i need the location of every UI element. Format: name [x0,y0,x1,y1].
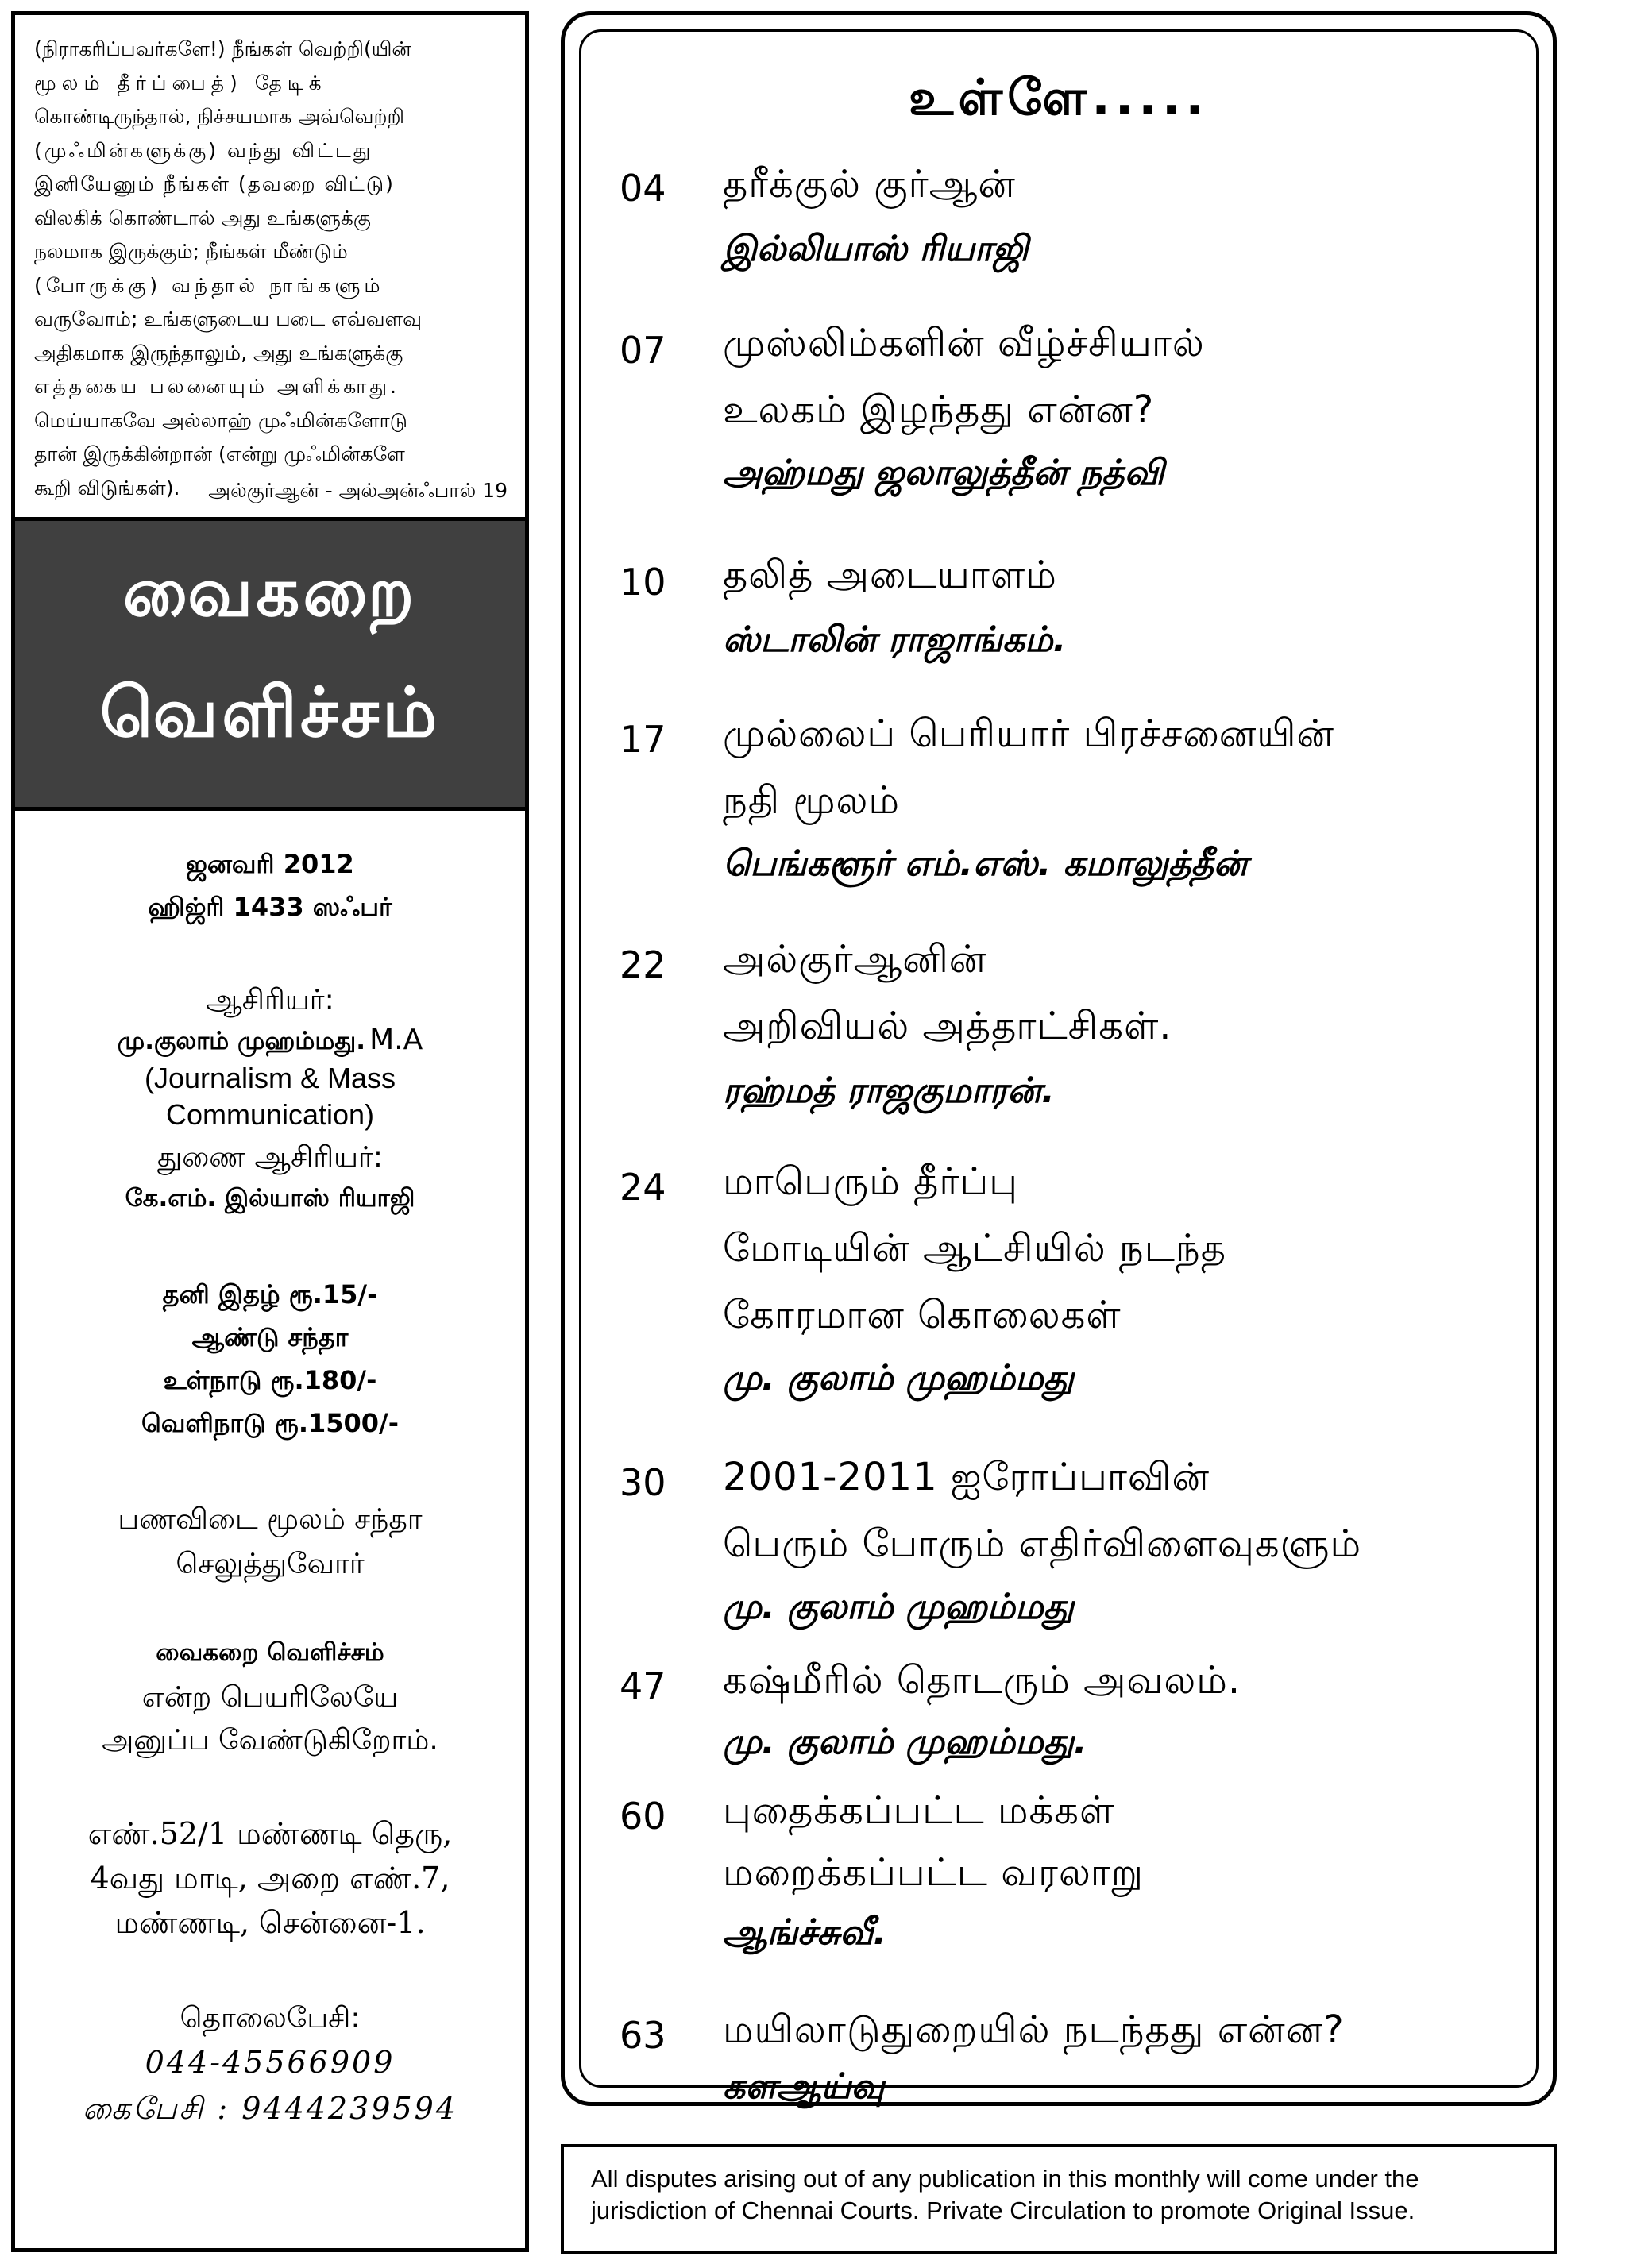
quote-line: இனியேனும் நீங்கள் (தவறை விட்டு) [34,172,395,195]
toc-article-title: கஷ்மீரில் தொடரும் அவலம். [723,1658,1241,1703]
quote-line: கூறி விடுங்கள்). [34,476,180,499]
quran-quote [15,15,525,514]
toc-article-title: தரீக்குல் குர்ஆன் [723,162,1016,206]
toc-author: களஆய்வு [723,2066,885,2107]
toc-author: அஹ்மது ஜலாலுத்தீன் நத்வி [723,453,1164,493]
hijri-date: ஹிஜ்ரி 1433 ஸஃபர் [148,892,392,922]
toc-article-title: முஸ்லிம்களின் வீழ்ச்சியால் [723,321,1205,365]
editor-label: ஆசிரியர்: [206,984,334,1016]
toc-article-title: நதி மூலம் [723,778,901,823]
quote-line: (போருக்கு) வந்தால் நாங்களும் [34,273,384,297]
quote-line: வருவோம்; உங்களுடைய படை எவ்வளவு [34,307,423,330]
quote-line: விலகிக் கொண்டால் அது உங்களுக்கு [34,206,371,230]
toc-page-number: 63 [620,2014,666,2057]
toc-article-title: புதைக்கப்பட்ட மக்கள் [723,1788,1115,1833]
toc-author: மு. குலாம் முஹம்மது [723,1587,1074,1627]
money-order-line1: பணவிடை மூலம் சந்தா [118,1503,423,1536]
toc-author: மு. குலாம் முஹம்மது [723,1358,1074,1398]
quote-line: எத்தகைய பலனையும் அளிக்காது. [34,375,400,398]
toc-page-number: 60 [620,1795,666,1838]
toc-article-title: மோடியின் ஆட்சியில் நடந்த [723,1226,1226,1271]
toc-article-title: மயிலாடுதுறையில் நடந்தது என்ன? [723,2008,1345,2052]
editor-name: மு.குலாம் முஹம்மது. [117,1027,365,1055]
quote-line: அதிகமாக இருந்தாலும், அது உங்களுக்கு [34,341,403,364]
editor-field-2: Communication) [165,1098,375,1131]
toc-article-title: மாபெரும் தீர்ப்பு [723,1159,1018,1204]
domestic-price: உள்நாடு ரூ.180/- [163,1365,377,1395]
quote-line: மெய்யாகவே அல்லாஹ் முஃமின்களோடு [34,408,407,432]
payee-line2: அனுப்ப வேண்டுகிறோம். [102,1724,438,1757]
toc-article-title: உலகம் இழந்தது என்ன? [723,388,1155,432]
toc-author: ஆங்ச்சுவீ. [723,1912,887,1953]
quote-source: அல்குர்ஆன் - அல்அன்ஃபால் 19 [208,479,508,502]
sub-editor-name: கே.எம். இல்யாஸ் ரியாஜி [125,1184,415,1213]
disclaimer-line1: All disputes arising out of any publication in this monthly will come under the [591,2165,1419,2193]
toc-page-number: 07 [620,329,666,372]
toc-article-title: பெரும் போரும் எதிர்விளைவுகளும் [723,1522,1362,1566]
toc-article-title: முல்லைப் பெரியார் பிரச்சனையின் [723,712,1335,756]
editor-degree: M.A [369,1024,423,1056]
masthead-column [11,11,529,2252]
toc-page-number: 04 [620,167,666,210]
phone-label: தொலைபேசி: [180,2002,361,2035]
toc-article-title: அறிவியல் அத்தாட்சிகள். [723,1004,1172,1048]
magazine-title-line2: வெளிச்சம் [99,673,441,753]
toc-page-number: 47 [620,1664,666,1707]
quote-line: தான் இருக்கின்றான் (என்று முஃமின்களே [34,442,405,465]
issue-date: ஜனவரி 2012 [186,849,354,879]
toc-page-number: 22 [620,943,666,986]
mobile-number: கைபேசி : 9444239594 [82,2091,458,2126]
toc-article-title: அல்குர்ஆனின் [723,937,987,982]
quote-line: கொண்டிருந்தால், நிச்சயமாக அவ்வெற்றி [34,105,404,128]
quote-line: (நிராகரிப்பவர்களே!) நீங்கள் வெற்றி(யின் [34,37,411,60]
toc-author: பெங்களூர் எம்.எஸ். கமாலுத்தீன் [723,843,1248,884]
legal-disclaimer [561,2144,1557,2254]
toc-page-number: 10 [620,561,666,604]
toc-author: இல்லியாஸ் ரியாஜி [723,229,1029,269]
quote-line: மூலம் தீர்ப்பைத்) தேடிக் [34,71,327,94]
magazine-title-line1: வைகறை [122,553,418,632]
quote-line: நலமாக இருக்கும்; நீங்கள் மீண்டும் [34,240,348,263]
contents-panel [579,29,1539,2107]
annual-subscription-label: ஆண்டு சந்தா [191,1322,349,1352]
address-line3: மண்ணடி, சென்னை-1. [114,1905,426,1940]
payee-name: வைகறை வெளிச்சம் [156,1638,384,1667]
single-issue-price: தனி இதழ் ரூ.15/- [162,1279,378,1310]
magazine-title-banner [15,517,525,811]
overseas-price: வெளிநாடு ரூ.1500/- [141,1408,400,1438]
toc-page-number: 24 [620,1166,666,1209]
payee-line1: என்ற பெயரிலேயே [141,1681,399,1714]
sub-editor-label: துணை ஆசிரியர்: [157,1141,383,1174]
toc-page-number: 17 [620,718,666,761]
toc-article-title: கோரமான கொலைகள் [723,1293,1122,1337]
phone-number: 044-45566909 [145,2045,396,2080]
toc-author: மு. குலாம் முஹம்மது. [723,1722,1087,1762]
editor-name-line [15,1024,525,1059]
money-order-line2: செலுத்துவோர் [176,1548,365,1580]
toc-author: ரஹ்மத் ராஜகுமாரன். [723,1070,1055,1111]
quote-line: (முஃமின்களுக்கு) வந்து விட்டது [34,138,373,162]
disclaimer-line2: jurisdiction of Chennai Courts. Private Circulation to promote Original Issue. [591,2197,1415,2224]
toc-page-number: 30 [620,1461,666,1504]
toc-author: ஸ்டாலின் ராஜாங்கம். [723,619,1067,660]
address-line2: 4வது மாடி, அறை எண்.7, [90,1861,450,1896]
toc-article-title: தலித் அடையாளம் [723,553,1057,597]
toc-article-title: மறைக்கப்பட்ட வரலாறு [723,1850,1145,1895]
address-line1: எண்.52/1 மண்ணடி தெரு, [87,1816,453,1851]
contents-frame [561,11,1557,2106]
editor-field-1: (Journalism & Mass [144,1062,396,1094]
toc-article-title: 2001-2011 ஐரோப்பாவின் [723,1455,1210,1499]
contents-title: உள்ளே..... [909,68,1209,126]
